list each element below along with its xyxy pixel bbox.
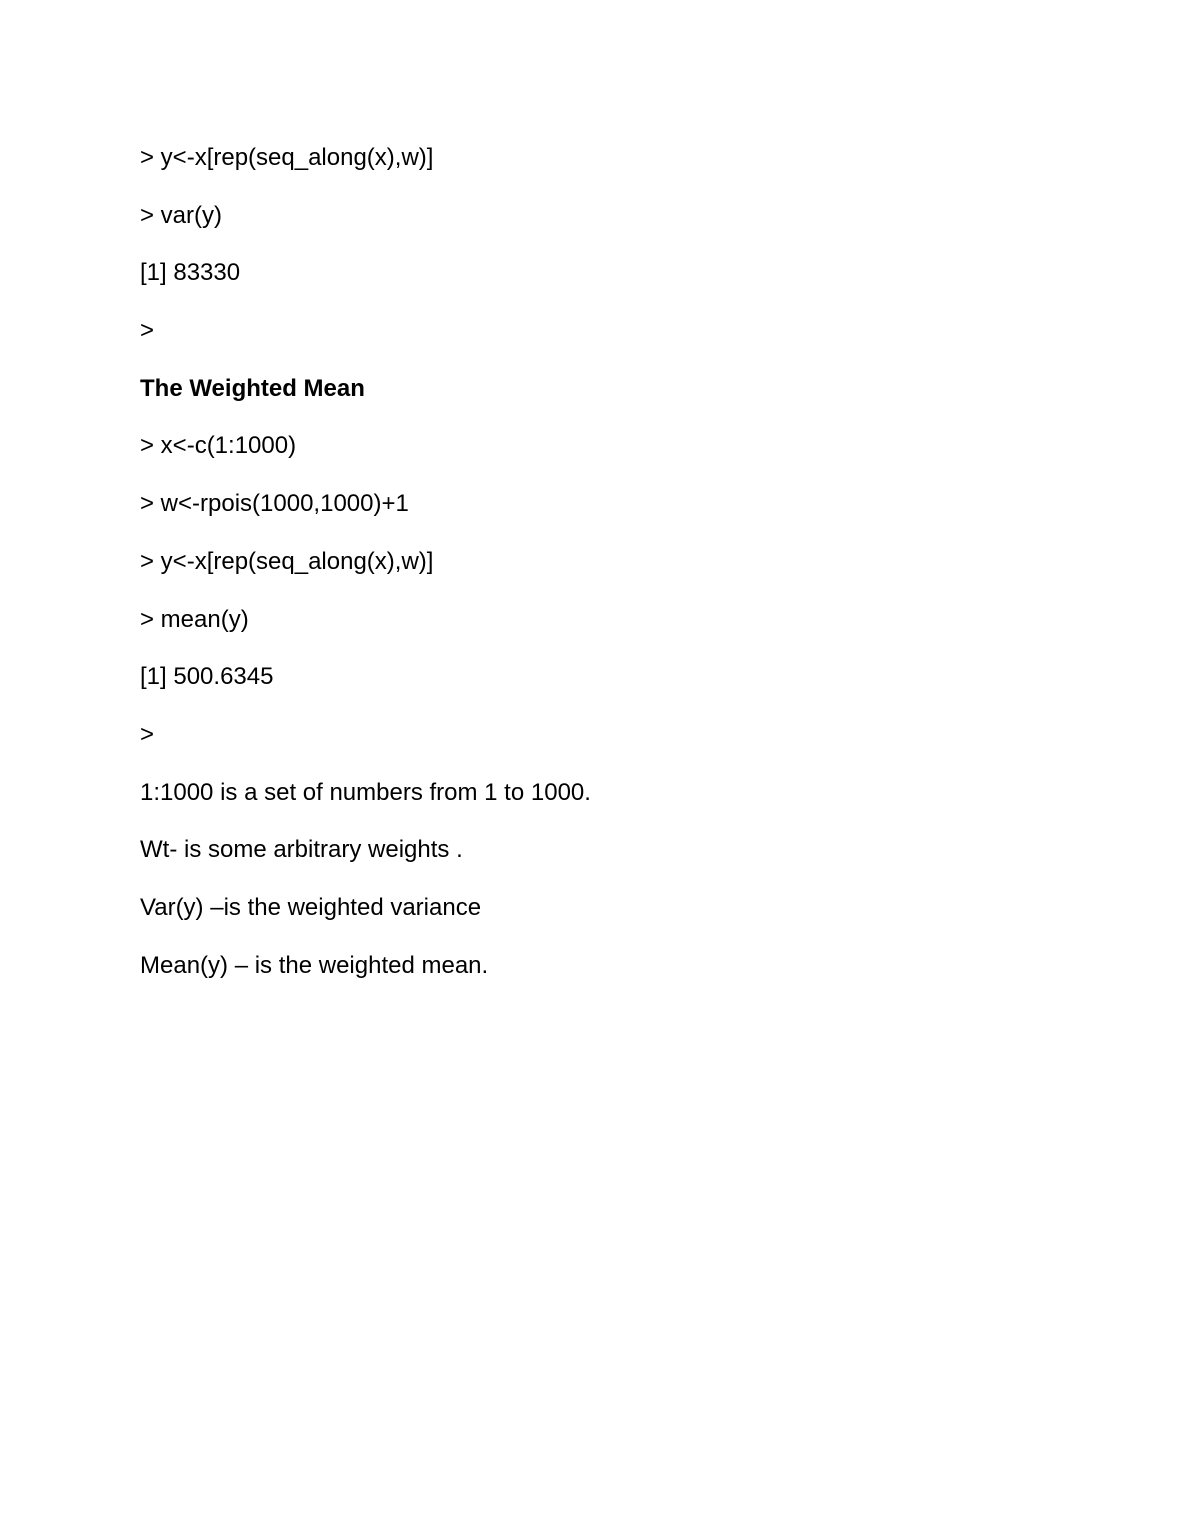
code-line: > mean(y) [140,605,249,633]
explanation-line: 1:1000 is a set of numbers from 1 to 1000. [140,778,591,806]
code-line: > y<-x[rep(seq_along(x),w)] [140,144,434,171]
code-line: > w<-rpois(1000,1000)+1 [140,490,409,518]
code-line: > y<-x[rep(seq_along(x),w)] [140,547,434,575]
explanation-line: Wt- is some arbitrary weights . [140,836,463,864]
section-heading: The Weighted Mean [140,374,365,402]
document-body [140,140,1050,1005]
explanation-line: Mean(y) – is the weighted mean. [140,951,489,979]
code-line: > var(y) [140,201,223,229]
prompt-line: > [140,720,155,748]
output-line: [1] 83330 [140,259,241,287]
code-line: > x<-c(1:1000) [140,432,297,460]
prompt-line: > [140,317,155,345]
output-line: [1] 500.6345 [140,663,274,691]
explanation-line: Var(y) –is the weighted variance [140,893,482,921]
